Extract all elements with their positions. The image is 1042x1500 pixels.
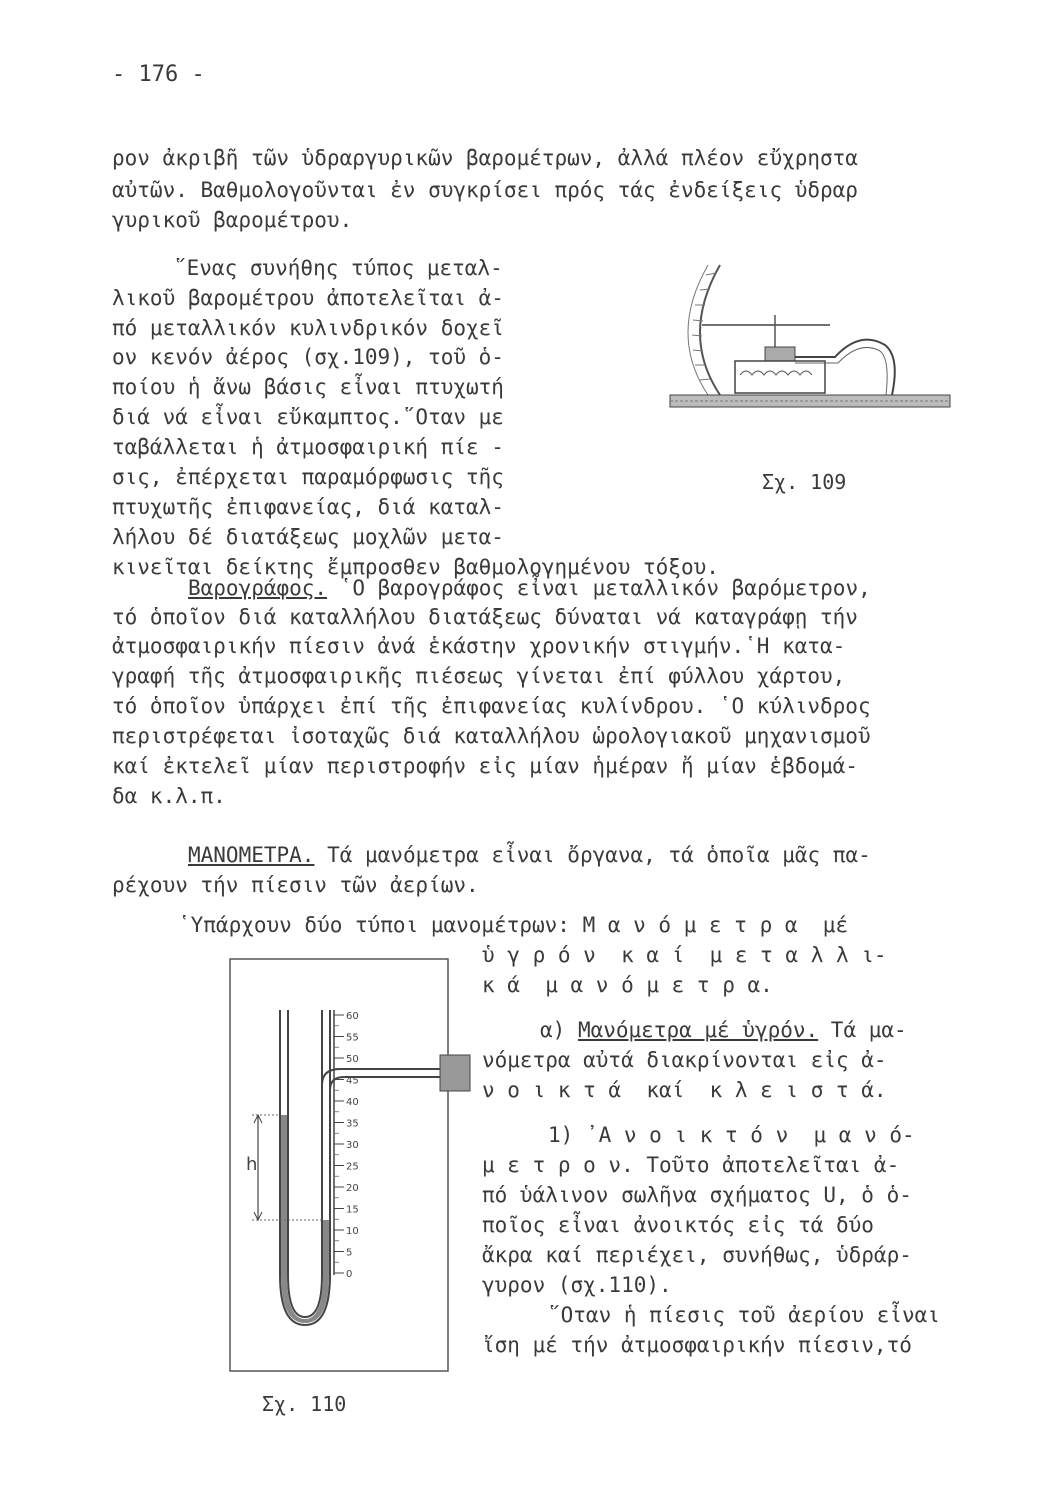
text-line: ῾Υπάρχουν δύο τύποι μανομέτρων: Μ α ν ό μ ε τ ρ α μέ [178, 913, 849, 937]
scale-number: 10 [346, 1226, 359, 1237]
text-line: γραφή τῆς ἀτμοσφαιρικῆς πιέσεως γίνεται ἐπί φύλλου χάρτου, [112, 664, 846, 688]
text-line: 1) ᾿Α ν ο ι κ τ ό ν μ α ν ό- [548, 1123, 915, 1147]
figure-109-aneroid-barometer [660, 245, 960, 445]
text-line [540, 1020, 907, 1041]
text-line: ἄκρα καί περιέχει, συνήθως, ὑδράρ- [482, 1243, 912, 1267]
text-line: ἴση μέ τήν ἀτμοσφαιρικήν πίεσιν,τό [482, 1333, 912, 1357]
text-line: τό ὁποῖον διά καταλλήλου διατάξεως δύναται νά καταγράφῃ τήν [112, 605, 858, 629]
text-line: ποῖος εἶναι ἀνοικτός εἰς τά δύο [482, 1213, 874, 1237]
text-line: περιστρέφεται ἰσοταχῶς διά καταλλήλου ὡρολογιακοῦ μηχανισμοῦ [112, 724, 871, 748]
scale-number: 45 [346, 1075, 359, 1087]
text-line: γυρικοῦ βαρομέτρου. [112, 208, 353, 232]
text-line: πτυχωτῆς ἐπιφανείας, διά καταλ- [112, 495, 504, 519]
scale-number: 15 [346, 1204, 359, 1216]
scale-number: 5 [346, 1247, 353, 1259]
text-line: μ ε τ ρ ο ν. Τοῦτο ἀποτελεῖται ἀ- [482, 1153, 900, 1177]
figure-109-caption: Σχ. 109 [762, 470, 847, 494]
liquid-prefix: α) [540, 1018, 578, 1042]
scale-number: 40 [346, 1097, 359, 1108]
scale-number: 30 [346, 1140, 359, 1151]
text-line: ὑ γ ρ ό ν κ α ί μ ε τ α λ λ ι- [482, 943, 887, 967]
figure-110-caption: Σχ. 110 [262, 1392, 347, 1416]
text-line: αὐτῶν. Βαθμολογοῦνται ἐν συγκρίσει πρός τάς ἐνδείξεις ὑδραρ [112, 178, 858, 202]
text-line [188, 578, 871, 599]
text-line: ποίου ἡ ἄνω βάσις εἶναι πτυχωτή [112, 375, 504, 399]
text-line: γυρον (σχ.110). [482, 1273, 672, 1297]
text-line: διά νά εἶναι εὔκαμπτος.῞Οταν με [112, 405, 504, 429]
text-line: ἀτμοσφαιρικήν πίεσιν ἀνά ἑκάστην χρονικήν στιγμήν.῾Η κατα- [112, 634, 846, 658]
figure-110-u-tube-manometer [222, 955, 482, 1375]
text-line: πό ὑάλινον σωλῆνα σχήματος U, ὁ ὁ- [482, 1183, 912, 1207]
text-line: καί ἐκτελεῖ μίαν περιστροφήν εἰς μίαν ἡμέραν ἤ μίαν ἑβδομά- [112, 754, 858, 778]
scale-number: 50 [346, 1054, 359, 1065]
manometers-heading: ΜΑΝΟΜΕΤΡΑ. [188, 843, 315, 867]
text-line: λήλου δέ διατάξεως μοχλῶν μετα- [112, 525, 504, 549]
text-line: τό ὁποῖον ὑπάρχει ἐπί τῆς ἐπιφανείας κυλίνδρου. ῾Ο κύλινδρος [112, 694, 871, 718]
scale-number: 20 [346, 1183, 359, 1194]
text-line: νόμετρα αὐτά διακρίνονται εἰς ἀ- [482, 1048, 887, 1072]
text-line: σις, ἐπέρχεται παραμόρφωσις τῆς [112, 465, 504, 489]
text-line: ν ο ι κ τ ά καί κ λ ε ι σ τ ά. [482, 1078, 887, 1102]
manometers-text: Τά μανόμετρα εἶναι ὄργανα, τά ὁποῖα μᾶς πα- [314, 843, 871, 867]
text-line: κ ά μ α ν ό μ ε τ ρ α. [482, 973, 773, 997]
text-line: ον κενόν ἀέρος (σχ.109), τοῦ ὁ- [112, 345, 504, 369]
liquid-heading: Μανόμετρα μέ ὑγρόν. [577, 1018, 819, 1042]
text-line: ταβάλλεται ἡ ἀτμοσφαιρική πίε - [112, 435, 504, 459]
text-line: ῞Οταν ἡ πίεσις τοῦ ἀερίου εἶναι [548, 1303, 940, 1327]
text-line: δα κ.λ.π. [112, 784, 226, 808]
scale-number: 55 [346, 1032, 359, 1044]
text-line: ῞Ενας συνήθης τύπος μεταλ- [174, 256, 503, 280]
scale-number: 60 [346, 1011, 359, 1022]
scale-number: 25 [346, 1161, 359, 1173]
page-number: - 176 - [112, 62, 205, 87]
barograph-text: ῾Ο βαρογράφος εἶναι μεταλλικόν βαρόμετρον, [327, 576, 871, 600]
h-label: h [246, 1154, 258, 1175]
text-line: πό μεταλλικόν κυλινδρικόν δοχεῖ [112, 316, 504, 340]
text-line: ρέχουν τήν πίεσιν τῶν ἀερίων. [112, 873, 479, 897]
text-line: κινεῖται δείκτης ἔμπροσθεν βαθμολογημένου τόξου. [112, 555, 719, 579]
text-line [188, 845, 871, 866]
text-line: ρον ἀκριβῆ τῶν ὑδραργυρικῶν βαρομέτρων, ἀλλά πλέον εὔχρηστα [112, 146, 858, 170]
liquid-text: Τά μα- [818, 1018, 907, 1042]
scale-number: 35 [346, 1118, 359, 1130]
scale-number: 0 [346, 1269, 353, 1280]
barograph-heading: Βαρογράφος. [188, 576, 328, 600]
scale-ticks [334, 1011, 359, 1280]
text-line: λικοῦ βαρομέτρου ἀποτελεῖται ἀ- [112, 286, 504, 310]
